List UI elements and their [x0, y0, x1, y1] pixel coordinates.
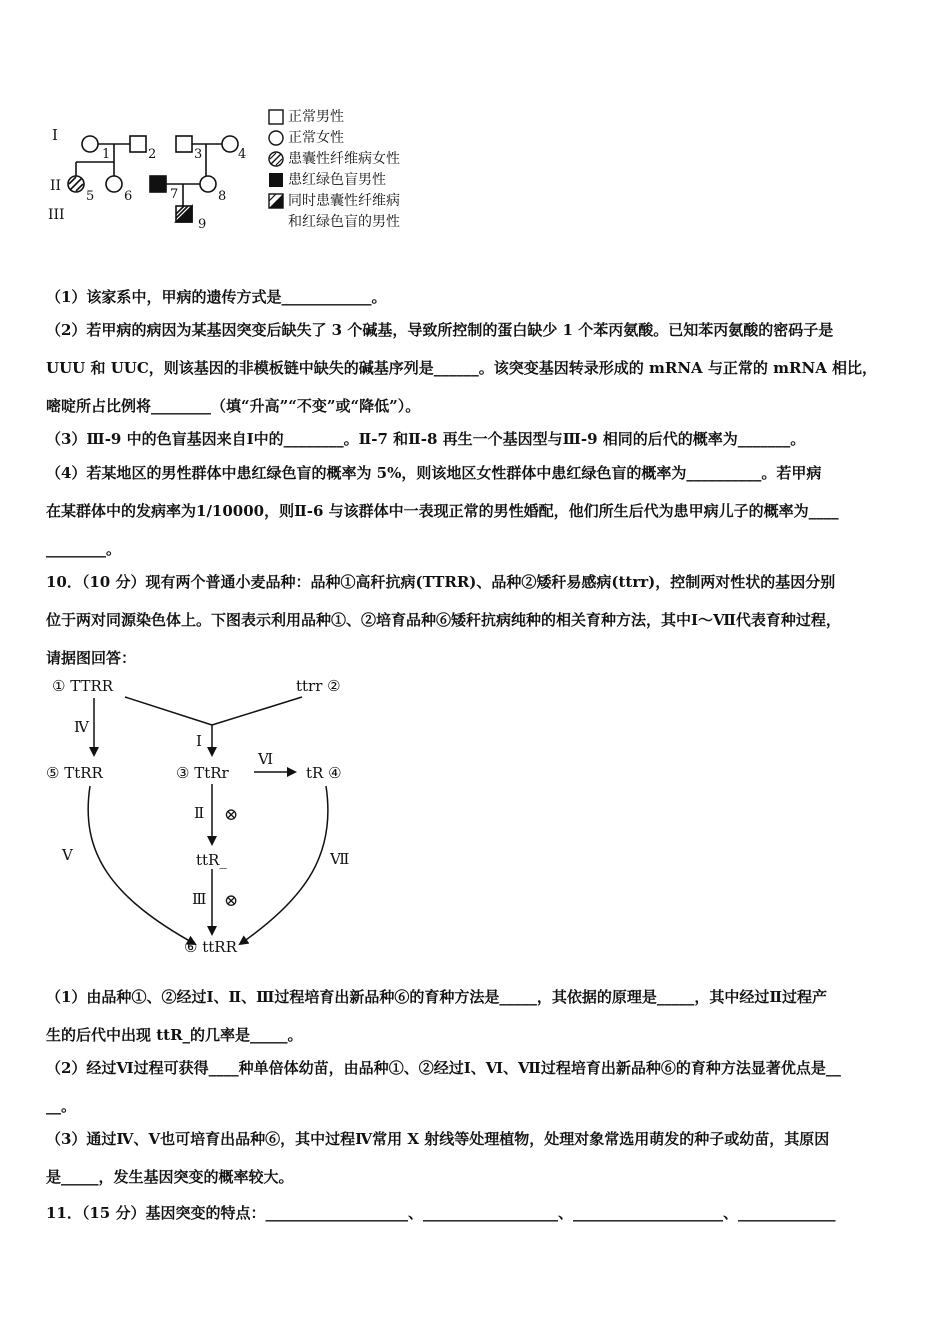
pedigree-individual-II7: [150, 176, 166, 192]
pedigree-legend: [268, 106, 400, 232]
pedigree-chart: [40, 118, 260, 238]
self-cross-icon: ⊗: [224, 805, 239, 825]
legend-label: 患囊性纤维病女性: [288, 150, 400, 167]
pedigree-individual-I1: [82, 136, 98, 152]
id-label: 4: [238, 147, 247, 162]
square-icon: [268, 109, 284, 125]
q10-intro: 位于两对同源染色体上。下图表示利用品种①、②培育品种⑥矮秆抗病纯种的相关育种方法，其中Ⅰ～Ⅶ代表育种过程，: [46, 611, 841, 629]
gen-label: III: [48, 207, 65, 223]
id-label: 9: [198, 217, 207, 232]
gen-label: II: [50, 178, 62, 194]
q9-line: UUU 和 UUC，则该基因的非模板链中缺失的碱基序列是______。该突变基因转录形成的 mRNA 与正常的 mRNA 相比，: [46, 359, 878, 377]
process-label: Ⅵ: [258, 750, 274, 768]
process-label: Ⅳ: [74, 718, 89, 736]
gen-label: I: [52, 126, 58, 144]
node-variety-5: ⑤ TtRR: [46, 764, 103, 782]
q9-line: 嘧啶所占比例将________（填“升高”“不变”或“降低”）。: [46, 397, 421, 415]
process-label: Ⅰ: [196, 732, 202, 750]
q10-line: 是_____，发生基因突变的概率较大。: [46, 1168, 294, 1186]
legend-label: 和红绿色盲的男性: [288, 213, 400, 230]
id-label: 8: [218, 189, 227, 204]
legend-label: 患红绿色盲男性: [288, 171, 386, 188]
node-variety-3: ③ TtRr: [176, 764, 229, 782]
q9-line: ________。: [46, 540, 122, 558]
id-label: 5: [86, 189, 95, 204]
pedigree-individual-II8: [200, 176, 216, 192]
q9-line: （1）该家系中，甲病的遗传方式是____________。: [46, 288, 387, 306]
node-variety-6: ⑥ ttRR: [184, 938, 237, 956]
self-cross-icon: ⊗: [224, 891, 239, 911]
filled-square-icon: [268, 172, 284, 188]
id-label: 7: [170, 187, 179, 202]
q10-line: 生的后代中出现 ttR_的几率是_____。: [46, 1026, 303, 1044]
node-ttR: ttR_: [196, 851, 227, 869]
q10-intro: 10．（10 分）现有两个普通小麦品种：品种①高秆抗病(TTRR)、品种②矮秆易感病(ttrr)，控制两对性状的基因分别: [46, 573, 836, 591]
legend-label: 同时患囊性纤维病: [288, 192, 400, 209]
id-label: 2: [148, 147, 157, 162]
breeding-diagram: [40, 672, 360, 964]
pedigree-individual-I2: [130, 136, 146, 152]
circle-icon: [268, 130, 284, 146]
node-variety-1: ① TTRR: [52, 677, 114, 695]
legend-label: 正常女性: [288, 129, 344, 146]
legend-label: 正常男性: [288, 108, 344, 125]
process-label: Ⅶ: [330, 850, 350, 868]
q9-line: （3）Ⅲ-9 中的色盲基因来自Ⅰ中的________。Ⅱ-7 和Ⅱ-8 再生一个基因型与Ⅲ-9 相同的后代的概率为_______。: [46, 430, 806, 448]
hatched-circle-icon: [268, 151, 284, 167]
node-variety-2: ttrr ②: [296, 677, 341, 695]
q9-line: （4）若某地区的男性群体中患红绿色盲的概率为 5%，则该地区女性群体中患红绿色盲的概率为__________。若甲病: [46, 464, 822, 482]
q10-line: （2）经过Ⅵ过程可获得____种单倍体幼苗，由品种①、②经过Ⅰ、Ⅵ、Ⅶ过程培育出新品种⑥的育种方法显著优点是__: [46, 1059, 841, 1077]
q11-line: 11．（15 分）基因突变的特点：___________________、__________________、____________________、_____________: [46, 1204, 836, 1222]
q10-line: __。: [46, 1097, 77, 1115]
q10-line: （3）通过Ⅳ、Ⅴ也可培育出品种⑥，其中过程Ⅳ常用 X 射线等处理植物，处理对象常选用萌发的种子或幼苗，其原因: [46, 1130, 830, 1148]
pedigree-individual-I4: [222, 136, 238, 152]
id-label: 1: [102, 147, 111, 162]
pedigree-individual-II6: [106, 176, 122, 192]
process-label: Ⅱ: [194, 804, 205, 822]
process-label: Ⅲ: [192, 890, 207, 908]
node-variety-4: tR ④: [306, 764, 342, 782]
half-filled-square-icon: [268, 193, 284, 209]
q9-line: 在某群体中的发病率为1/10000，则Ⅱ-6 与该群体中一表现正常的男性婚配，他们所生后代为患甲病儿子的概率为____: [46, 502, 839, 520]
id-label: 3: [194, 147, 203, 162]
q10-intro: 请据图回答：: [46, 649, 137, 667]
q9-line: （2）若甲病的病因为某基因突变后缺失了 3 个碱基，导致所控制的蛋白缺少 1 个苯丙氨酸。已知苯丙氨酸的密码子是: [46, 321, 834, 339]
pedigree-individual-I3: [176, 136, 192, 152]
q10-line: （1）由品种①、②经过Ⅰ、Ⅱ、Ⅲ过程培育出新品种⑥的育种方法是_____，其依据的原理是_____，其中经过Ⅱ过程产: [46, 988, 828, 1006]
process-label: Ⅴ: [62, 846, 73, 864]
id-label: 6: [124, 189, 133, 204]
